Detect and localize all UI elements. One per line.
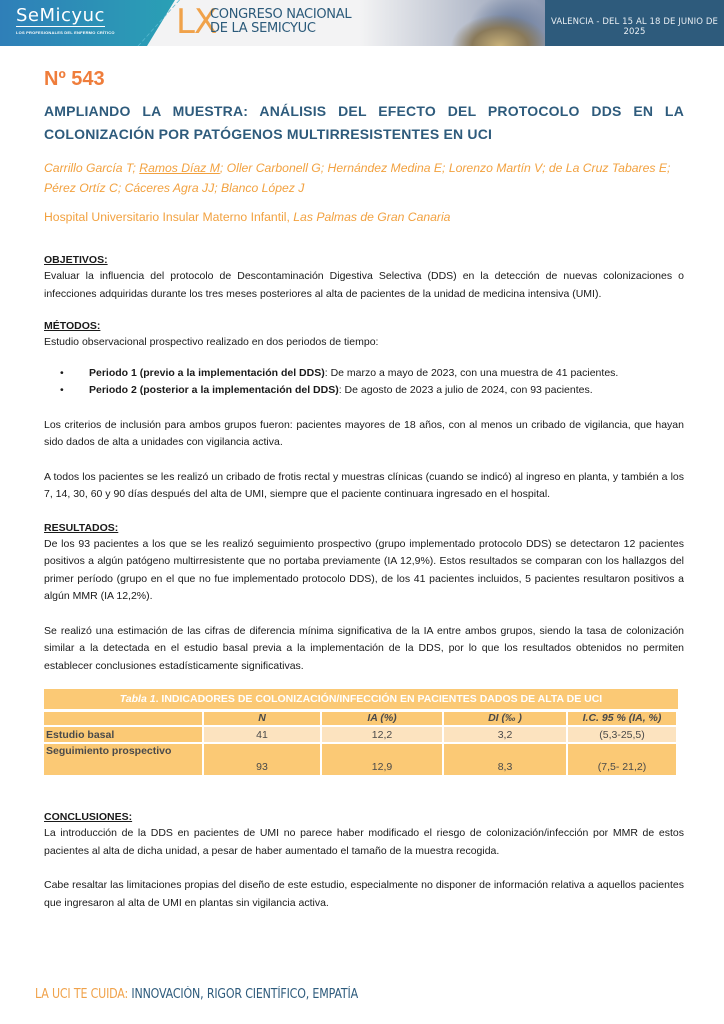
section-heading: CONCLUSIONES: (44, 811, 133, 823)
results-text-2: Se realizó una estimación de las cifras de diferencia mínima significativa de la IA entre ambos grupos, siendo la tasa de colonización similar a la detectada en el estudio basal previa a la implementación de la DDS, por lo que los resultados obtenidos no permiten establecer conclusiones estadísticamente significativas. (44, 624, 684, 672)
author-list (44, 158, 684, 198)
table-cell: (5,3-25,5) (568, 727, 678, 744)
date-location: VALENCIA - DEL 15 AL 18 DE JUNIO DE 2025 (551, 17, 718, 37)
results-text-1: De los 93 pacientes a los que se les realizó seguimiento prospectivo (grupo implementado protocolo DDS) se detectaron 12 pacientes positivos a algún patógeno multirresistente que no portaba previamente (IA 12,9%). Estos resultados se comparan con los hallazgos del primer período (grupo en el que no fue implementado protocolo DDS), de los 41 pacientes incluidos, 5 pacientes resultaron positivos a algún MMR (IA 12,2%). (44, 537, 684, 602)
table-caption-text: . INDICADORES DE COLONIZACIÓN/INFECCIÓN EN PACIENTES DADOS DE ALTA DE UCI (155, 693, 603, 705)
section-resultados (44, 521, 684, 676)
logo-wordmark: SeMicyuc (16, 5, 105, 26)
conclusion-text-1: La introducción de la DDS en pacientes de UMI no parece haber modificado el riesgo de colonización/infección por MMR de estos pacientes al alta de dicha unidad, a pesar de haber aumentado el tamaño de la muestra recogida. (44, 827, 684, 857)
period-list (60, 365, 684, 400)
screening-protocol: A todos los pacientes se les realizó un cribado de frotis rectal y muestras clínicas (cuando se indicó) al ingreso en planta, y también a los 7, 14, 30, 60 y 90 días después del alta de UMI, siempre que el paciente continuara ingresado en el hospital. (44, 470, 684, 500)
author-rest: ; Oller Carbonell G; Hernández Medina E; Lorenzo Martín V; de La Cruz Tabares E; Pérez Ortíz C; Cáceres Agra JJ; Blanco López J (44, 161, 671, 195)
section-heading: MÉTODOS: (44, 320, 101, 332)
period-label: Periodo 2 (posterior a la implementación del DDS) (89, 384, 339, 396)
indicators-table (44, 712, 678, 777)
section-objetivos (44, 253, 684, 303)
abstract-title: AMPLIANDO LA MUESTRA: ANÁLISIS DEL EFECTO DEL PROTOCOLO DDS EN LA COLONIZACIÓN POR PATÓGENOS MULTIRRESISTENTES EN UCI (44, 103, 684, 142)
table-cell: (7,5- 21,2) (568, 744, 678, 777)
table-cell: 12,9 (322, 744, 444, 777)
period-label: Periodo 1 (previo a la implementación del DDS) (89, 366, 325, 379)
table-caption-label: Tabla 1 (119, 693, 156, 705)
congress-number: LX (176, 2, 217, 42)
logo-tagline: LOS PROFESIONALES DEL ENFERMO CRÍTICO (16, 30, 115, 35)
section-conclusiones (44, 810, 684, 912)
table-cell: 12,2 (322, 727, 444, 744)
congress-line-1: CONGRESO NACIONAL (210, 7, 352, 22)
table-cell: Estudio basal (44, 727, 204, 744)
table-row (44, 727, 678, 744)
results-table (44, 689, 678, 777)
section-heading: OBJETIVOS: (44, 254, 108, 266)
slogan-accent: LA UCI TE CUIDA: (35, 987, 129, 1002)
congress-line-2: DE LA SEMICYUC (210, 21, 316, 36)
semicyuc-logo (16, 6, 115, 35)
abstract-number: Nº 543 (44, 68, 105, 90)
table-cell: 3,2 (444, 727, 568, 744)
hospital-name: Hospital Universitario Insular Materno Infantil, (44, 210, 294, 224)
table-cell: 41 (204, 727, 322, 744)
section-text: Evaluar la influencia del protocolo de Descontaminación Digestiva Selectiva (DDS) en la detección de nuevas colonizaciones o infecciones adquiridas durante los tres meses posteriores al alta de pacientes de la unidad de medicina intensiva (UMI). (44, 270, 684, 300)
section-heading: RESULTADOS: (44, 521, 119, 534)
period-text: : De marzo a mayo de 2023, con una muestra de 41 pacientes. (324, 366, 619, 379)
conclusion-text-2: Cabe resaltar las limitaciones propias del diseño de este estudio, especialmente no disponer de información relativa a aquellos pacientes que ingresaron al alta de UMI en plantas sin vigilancia activa. (44, 879, 684, 909)
list-item (60, 365, 684, 383)
table-header: I.C. 95 % (IA, %) (568, 712, 678, 727)
header-banner (0, 0, 724, 46)
author-presenting: Ramos Díaz M (139, 161, 220, 175)
inclusion-criteria: Los criterios de inclusión para ambos grupos fueron: pacientes mayores de 18 años, con al menos un cribado de vigilancia, que hayan sido dados de alta a unidades con vigilancia activa. (44, 418, 684, 448)
table-header: IA (%) (322, 712, 444, 727)
valencia-city-photo (360, 0, 545, 46)
list-item (60, 382, 684, 400)
table-cell: 8,3 (444, 744, 568, 777)
congress-name (210, 8, 351, 36)
table-cell: Seguimiento prospectivo (44, 744, 204, 777)
footer-slogan (35, 987, 358, 1002)
table-caption (44, 689, 678, 709)
slogan-main: INNOVACIÓN, RIGOR CIENTÍFICO, EMPATÍA (128, 987, 358, 1002)
affiliation (44, 208, 684, 226)
hospital-city: Las Palmas de Gran Canaria (293, 210, 451, 224)
table-header: N (204, 712, 322, 727)
table-header (44, 712, 204, 727)
date-location-box (545, 0, 724, 46)
period-text: : De agosto de 2023 a julio de 2024, con 93 pacientes. (338, 384, 593, 396)
author-first: Carrillo García T; (44, 161, 140, 175)
section-intro: Estudio observacional prospectivo realizado en dos periodos de tiempo: (44, 336, 379, 348)
abstract-content (44, 66, 684, 912)
table-header: DI (‰ ) (444, 712, 568, 727)
table-cell: 93 (204, 744, 322, 777)
table-row (44, 744, 678, 777)
table-header-row (44, 712, 678, 727)
section-metodos (44, 319, 684, 504)
